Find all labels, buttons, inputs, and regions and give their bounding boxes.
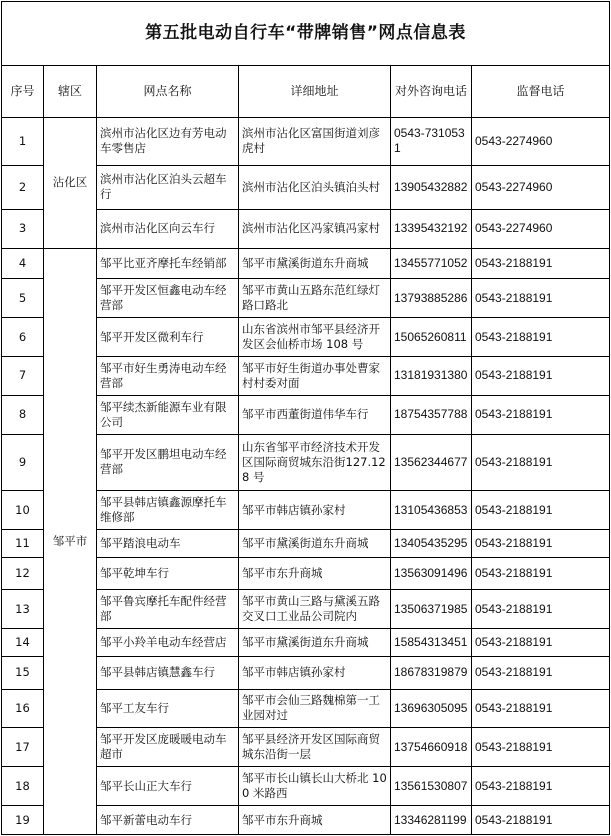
header-address: 详细地址 [239,66,391,117]
district-cell-zouping: 邹平市 [44,248,97,834]
row-supervise-phone: 0543-2188191 [472,395,610,434]
row-address: 邹平市黄山三路与黛溪五路交叉口工业品公司院内 [239,590,391,629]
row-name: 邹平工友车行 [97,689,239,728]
row-address: 滨州市沾化区富国街道刘彦虎村 [239,117,391,165]
row-address: 邹平县经济开发区国际商贸城东沿街一层 [239,728,391,767]
row-address: 邹平市黛溪街道东升商城 [239,248,391,279]
row-phone: 18754357788 [391,395,472,434]
row-address: 邹平市黄山五路东范红绿灯路口路北 [239,279,391,318]
row-supervise-phone: 0543-2188191 [472,248,610,279]
row-seq: 16 [2,689,44,728]
row-supervise-phone: 0543-2188191 [472,318,610,357]
row-address: 邹平市黛溪街道东升商城 [239,529,391,557]
row-name: 邹平县韩店镇慧鑫车行 [97,656,239,689]
row-address: 邹平市东升商城 [239,557,391,590]
row-phone: 13696305095 [391,689,472,728]
row-seq: 1 [2,117,44,165]
header-supervise: 监督电话 [472,66,610,117]
row-supervise-phone: 0543-2188191 [472,767,610,806]
row-address: 山东省邹平市经济技术开发区国际商贸城东沿街127.128 号 [239,434,391,490]
row-name: 邹平踏浪电动车 [97,529,239,557]
row-seq: 19 [2,806,44,835]
row-phone: 13346281199 [391,806,472,835]
row-name: 邹平小羚羊电动车经营店 [97,629,239,657]
title-row [2,2,610,66]
row-supervise-phone: 0543-2188191 [472,728,610,767]
row-phone: 13181931380 [391,357,472,396]
row-supervise-phone: 0543-2188191 [472,279,610,318]
row-phone: 15854313451 [391,629,472,657]
row-address: 邹平市韩店镇孙家村 [239,491,391,530]
row-seq: 17 [2,728,44,767]
row-supervise-phone: 0543-2188191 [472,656,610,689]
row-supervise-phone: 0543-2188191 [472,557,610,590]
row-phone: 13105436853 [391,491,472,530]
row-name: 邹平鲁宾摩托车配件经营部 [97,590,239,629]
row-address: 邹平市东升商城 [239,806,391,835]
table-row [2,117,610,165]
header-district: 辖区 [44,66,97,117]
row-seq: 5 [2,279,44,318]
row-seq: 18 [2,767,44,806]
row-phone: 13754660918 [391,728,472,767]
row-seq: 2 [2,165,44,209]
row-address: 滨州市沾化区泊头镇泊头村 [239,165,391,209]
row-supervise-phone: 0543-2274960 [472,117,610,165]
district-cell-zhanhua: 沾化区 [44,117,97,248]
row-seq: 11 [2,529,44,557]
row-name: 邹平开发区恒鑫电动车经营部 [97,279,239,318]
row-phone: 13395432192 [391,209,472,248]
row-phone: 13455771052 [391,248,472,279]
row-address: 邹平市西董街道伟华车行 [239,395,391,434]
row-supervise-phone: 0543-2188191 [472,529,610,557]
row-supervise-phone: 0543-2188191 [472,590,610,629]
row-phone: 13793885286 [391,279,472,318]
row-phone: 13562344677 [391,434,472,490]
row-name: 邹平市好生勇涛电动车经营部 [97,357,239,396]
row-name: 邹平比亚齐摩托车经销部 [97,248,239,279]
row-name: 邹平长山正大车行 [97,767,239,806]
row-supervise-phone: 0543-2188191 [472,491,610,530]
row-seq: 10 [2,491,44,530]
table-row [2,248,610,279]
row-phone: 13563091496 [391,557,472,590]
header-phone: 对外咨询电话 [391,66,472,117]
row-seq: 13 [2,590,44,629]
row-seq: 4 [2,248,44,279]
row-supervise-phone: 0543-2274960 [472,209,610,248]
row-name: 邹平开发区鹏坦电动车经营部 [97,434,239,490]
row-supervise-phone: 0543-2188191 [472,806,610,835]
row-seq: 12 [2,557,44,590]
row-address: 邹平市长山镇长山大桥北 100 米路西 [239,767,391,806]
header-row [2,66,610,117]
table-title: 第五批电动自行车“带牌销售”网点信息表 [2,2,610,66]
row-seq: 9 [2,434,44,490]
row-seq: 15 [2,656,44,689]
row-name: 邹平开发区微利车行 [97,318,239,357]
row-name: 邹平新蕾电动车行 [97,806,239,835]
row-address: 邹平市韩店镇孙家村 [239,656,391,689]
dealer-info-table [1,1,610,835]
row-phone: 18678319879 [391,656,472,689]
row-address: 邹平市会仙三路魏棉第一工业园对过 [239,689,391,728]
row-supervise-phone: 0543-2274960 [472,165,610,209]
row-phone: 0543-7310531 [391,117,472,165]
row-address: 滨州市沾化区冯家镇冯家村 [239,209,391,248]
row-phone: 13405435295 [391,529,472,557]
header-seq: 序号 [2,66,44,117]
row-phone: 13905432882 [391,165,472,209]
row-name: 滨州市沾化区向云车行 [97,209,239,248]
row-address: 邹平市好生街道办事处曹家村村委对面 [239,357,391,396]
row-name: 邹平续杰新能源车业有限公司 [97,395,239,434]
row-supervise-phone: 0543-2188191 [472,629,610,657]
row-supervise-phone: 0543-2188191 [472,689,610,728]
header-name: 网点名称 [97,66,239,117]
row-phone: 13561530807 [391,767,472,806]
row-phone: 13506371985 [391,590,472,629]
row-name: 邹平开发区庞暖暖电动车超市 [97,728,239,767]
row-seq: 3 [2,209,44,248]
row-seq: 6 [2,318,44,357]
row-address: 山东省滨州市邹平县经济开发区会仙桥市场 108 号 [239,318,391,357]
row-seq: 7 [2,357,44,396]
row-name: 邹平乾坤车行 [97,557,239,590]
row-phone: 15065260811 [391,318,472,357]
row-address: 邹平市黛溪街道东升商城 [239,629,391,657]
row-seq: 14 [2,629,44,657]
row-name: 邹平县韩店镇鑫源摩托车维修部 [97,491,239,530]
row-supervise-phone: 0543-2188191 [472,434,610,490]
row-name: 滨州市沾化区泊头云超车行 [97,165,239,209]
row-seq: 8 [2,395,44,434]
row-supervise-phone: 0543-2188191 [472,357,610,396]
row-name: 滨州市沾化区边有芳电动车零售店 [97,117,239,165]
